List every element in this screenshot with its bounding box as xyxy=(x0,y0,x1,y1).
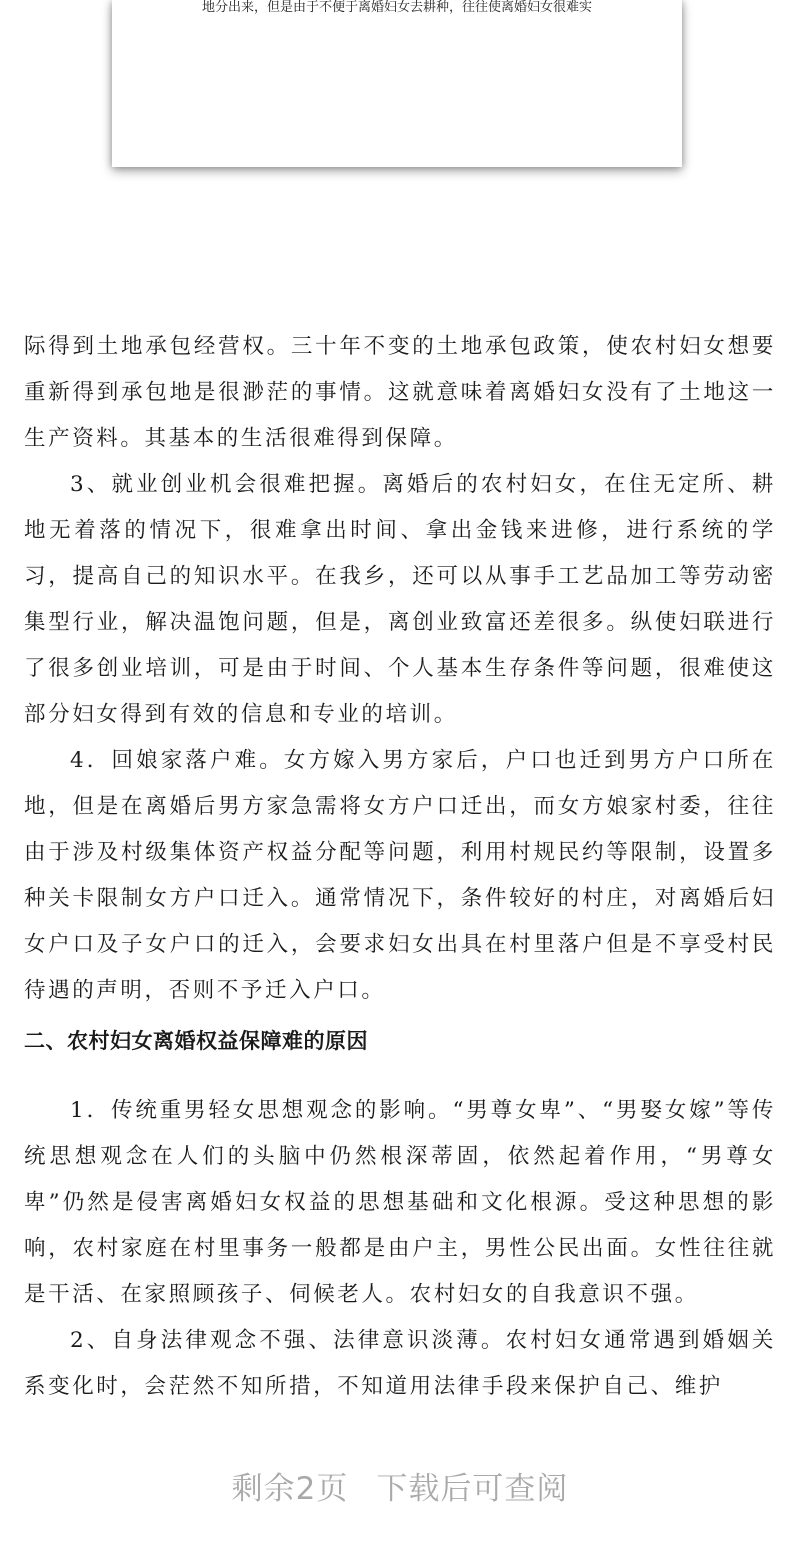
download-hint-label[interactable]: 下载后可查阅 xyxy=(376,1471,569,1507)
body-paragraph: 2、自身法律观念不强、法律意识淡薄。农村妇女通常遇到婚姻关系变化时，会茫然不知所措，不知道用法律手段来保护自己、维护 xyxy=(24,1328,776,1399)
page-preview-card xyxy=(112,0,682,167)
body-paragraph: 1．传统重男轻女思想观念的影响。“男尊女卑”、“男娶女嫁”等传统思想观念在人们的头脑中仍然根深蒂固，依然起着作用，“男尊女卑”仍然是侵害离婚妇女权益的思想基础和文化根源。受这种思想的影响，农村家庭在村里事务一般都是由户主，男性公民出面。女性往往就是干活、在家照顾孩子、伺候老人。农村妇女的自我意识不强。 xyxy=(24,1098,776,1307)
preview-text-line: 地分出来，但是由于不便于离婚妇女去耕种，往往使离婚妇女很难实 xyxy=(201,0,592,15)
body-paragraph: 4．回娘家落户难。女方嫁入男方家后，户口也迁到男方户口所在地，但是在离婚后男方家急需将女方户口迁出，而女方娘家村委，往往由于涉及村级集体资产权益分配等问题，利用村规民约等限制，设置多种关卡限制女方户口迁入。通常情况下，条件较好的村庄，对离婚后妇女户口及子女户口的迁入，会要求妇女出具在村里落户但是不享受村民待遇的声明，否则不予迁入户口。 xyxy=(24,748,776,1003)
section-spacer xyxy=(24,1066,776,1088)
body-paragraph: 际得到土地承包经营权。三十年不变的土地承包政策，使农村妇女想要重新得到承包地是很渺茫的事情。这就意味着离婚妇女没有了土地这一生产资料。其基本的生活很难得到保障。 xyxy=(24,334,776,451)
document-body xyxy=(24,324,776,1410)
remaining-pages-label[interactable]: 剩余2页 xyxy=(231,1471,349,1507)
section-heading: 二、农村妇女离婚权益保障难的原因 xyxy=(24,1029,368,1053)
download-more-banner[interactable] xyxy=(0,1465,800,1513)
body-paragraph: 3、就业创业机会很难把握。离婚后的农村妇女，在住无定所、耕地无着落的情况下，很难拿出时间、拿出金钱来进修，进行系统的学习，提高自己的知识水平。在我乡，还可以从事手工艺品加工等劳动密集型行业，解决温饱问题，但是，离创业致富还差很多。纵使妇联进行了很多创业培训，可是由于时间、个人基本生存条件等问题，很难使这部分妇女得到有效的信息和专业的培训。 xyxy=(24,472,776,727)
